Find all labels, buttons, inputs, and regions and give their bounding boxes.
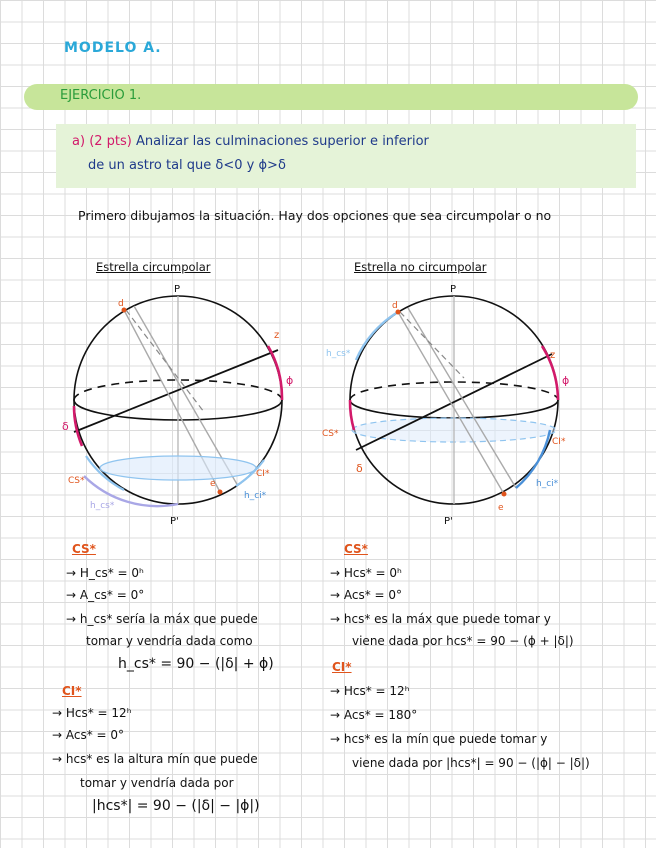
exercise-label: EJERCICIO 1. — [60, 88, 142, 103]
diagram-right-celestial-sphere — [320, 280, 580, 530]
right-label-cs: CS* — [322, 429, 339, 439]
left-label-p: P — [174, 284, 181, 295]
left-ci-formula: |hcs*| = 90 − (|δ| − |ϕ|) — [92, 798, 260, 814]
right-label-ci: CI* — [552, 437, 566, 447]
right-ci-line-4: viene dada por |hcs*| = 90 − (|ϕ| − |δ|) — [352, 756, 590, 770]
left-label-delta: δ — [62, 420, 69, 433]
left-ci-line-4: tomar y vendría dada por — [80, 776, 234, 790]
right-label-h-ci: h_ci* — [536, 479, 559, 489]
right-label-d: d — [392, 301, 398, 311]
diagram-right-title: Estrella no circumpolar — [354, 260, 487, 274]
right-label-h-cs: h_cs* — [326, 349, 351, 359]
right-cs-line-2: → Acs* = 0° — [330, 588, 403, 602]
left-cs-line-4: tomar y vendría dada como — [86, 634, 253, 648]
model-title: MODELO A. — [64, 40, 162, 56]
question-text-1: Analizar las culminaciones superior e inferior — [136, 134, 429, 149]
left-cs-line-1: → H_cs* = 0ʰ — [66, 566, 144, 580]
left-label-h-cs: h_cs* — [90, 501, 115, 511]
intro-text: Primero dibujamos la situación. Hay dos opciones que sea circumpolar o no — [78, 208, 552, 223]
left-label-phi: ϕ — [286, 374, 294, 387]
right-cs-line-1: → Hcs* = 0ʰ — [330, 566, 402, 580]
left-label-p-prime: P' — [170, 516, 179, 527]
left-label-z: z — [274, 330, 280, 341]
left-ci-line-1: → Hcs* = 12ʰ — [52, 706, 132, 720]
right-label-phi: ϕ — [562, 374, 570, 387]
right-label-p: P — [450, 284, 457, 295]
right-cs-line-4: viene dada por hcs* = 90 − (ϕ + |δ|) — [352, 634, 574, 648]
question-points: (2 pts) — [89, 134, 132, 149]
right-cs-line-3: → hcs* es la máx que puede tomar y — [330, 612, 551, 626]
left-cs-header: CS* — [72, 542, 96, 556]
left-label-cs: CS* — [68, 476, 85, 486]
diagram-left-title: Estrella circumpolar — [96, 260, 211, 274]
right-polar-axis-1 — [398, 312, 504, 494]
right-ci-line-1: → Hcs* = 12ʰ — [330, 684, 410, 698]
left-parallel-circle — [100, 456, 256, 480]
left-ci-line-2: → Acs* = 0° — [52, 728, 125, 742]
right-ci-line-3: → hcs* es la mín que puede tomar y — [330, 732, 548, 746]
left-cs-line-3: → h_cs* sería la máx que puede — [66, 612, 258, 626]
right-ci-header: CI* — [332, 660, 352, 674]
diagram-left-celestial-sphere — [60, 280, 300, 530]
left-label-h-ci: h_ci* — [244, 491, 267, 501]
right-polar-axis-2 — [408, 308, 516, 488]
left-ci-line-3: → hcs* es la altura mín que puede — [52, 752, 258, 766]
left-cs-formula: h_cs* = 90 − (|δ| + ϕ) — [118, 656, 274, 672]
left-label-ci: CI* — [256, 469, 270, 479]
left-label-d: d — [118, 299, 124, 309]
question-part: a) — [72, 134, 86, 149]
right-label-z: z — [550, 350, 556, 361]
left-label-e: e — [210, 479, 216, 489]
question-line-2: de un astro tal que δ<0 y ϕ>δ — [88, 158, 286, 173]
right-label-e: e — [498, 503, 504, 513]
left-star-e — [218, 490, 223, 495]
right-star-e — [502, 492, 507, 497]
right-h-cs-arc — [356, 312, 398, 360]
right-ci-line-2: → Acs* = 180° — [330, 708, 418, 722]
left-polar-axis-3 — [126, 310, 204, 412]
left-ci-header: CI* — [62, 684, 82, 698]
right-label-p-prime: P' — [444, 516, 453, 527]
left-cs-line-2: → A_cs* = 0° — [66, 588, 145, 602]
right-cs-header: CS* — [344, 542, 368, 556]
right-label-delta: δ — [356, 462, 363, 475]
question-line-1 — [72, 134, 429, 149]
